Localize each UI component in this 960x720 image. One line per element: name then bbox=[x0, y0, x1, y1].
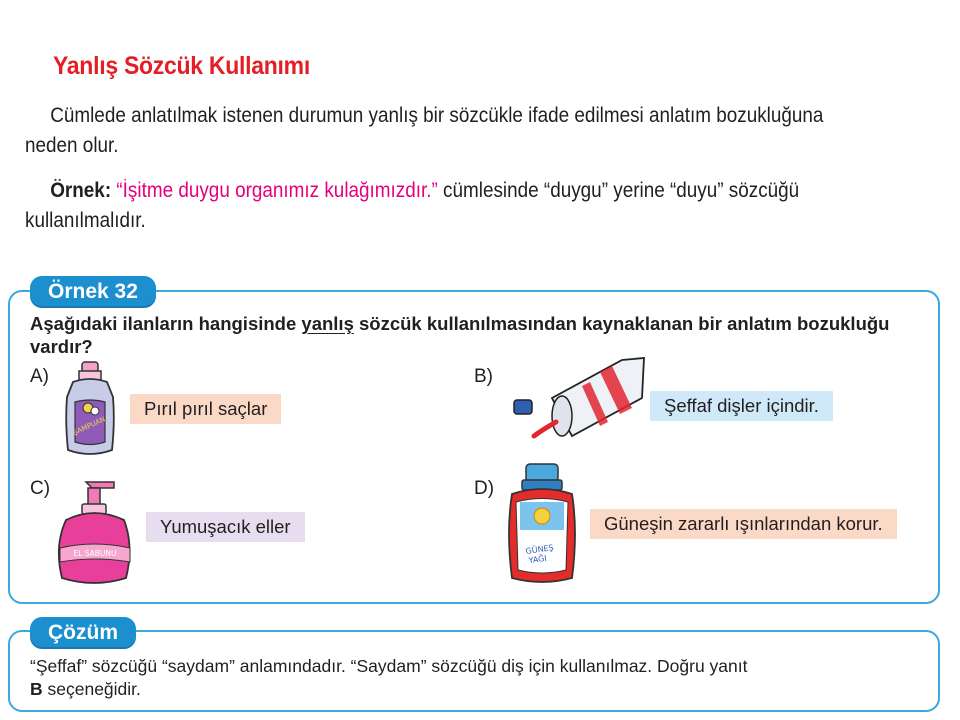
option-a-letter: A) bbox=[30, 366, 49, 387]
option-b-letter: B) bbox=[474, 366, 493, 387]
hand-soap-bottle-icon bbox=[52, 476, 140, 586]
option-d-letter: D) bbox=[474, 478, 495, 499]
example-line-2: kullanılmalıdır. bbox=[25, 209, 146, 232]
question-text bbox=[30, 312, 935, 358]
option-a-ad: Pırıl pırıl saçlar bbox=[130, 394, 281, 424]
solution-line-2: seçeneğidir. bbox=[42, 679, 141, 699]
toothpaste-tube-icon bbox=[512, 356, 652, 446]
shampoo-bottle-icon bbox=[55, 362, 125, 462]
example-rest: cümlesinde “duygu” yerine “duyu” sözcüğü bbox=[437, 179, 800, 202]
question-part-2: sözcük kullanılmasından kaynaklanan bir anlatım bozukluğu vardır? bbox=[30, 313, 890, 357]
option-d-ad: Güneşin zararlı ışınlarından korur. bbox=[590, 509, 897, 539]
soap-label: EL SABUNU bbox=[73, 549, 117, 558]
solution-line-1: “Şeffaf” sözcüğü “saydam” anlamındadır. “Saydam” sözcüğü diş için kullanılmaz. Doğru yanıt bbox=[30, 656, 748, 676]
intro-paragraph bbox=[25, 101, 826, 161]
intro-line-2: neden olur. bbox=[25, 134, 119, 157]
sunscreen-label-2: YAĞI bbox=[528, 553, 548, 566]
intro-line-1: Cümlede anlatılmak istenen durumun yanlış bir sözcükle ifade edilmesi anlatım bozukluğuna bbox=[50, 104, 824, 127]
question-part-1: Aşağıdaki ilanların hangisinde bbox=[30, 313, 302, 334]
page-title: Yanlış Sözcük Kullanımı bbox=[53, 52, 310, 80]
option-c-letter: C) bbox=[30, 478, 51, 499]
example-label: Örnek: bbox=[50, 179, 112, 202]
shampoo-label: ŞAMPUAN bbox=[71, 415, 107, 438]
sunscreen-label-1: GÜNEŞ bbox=[525, 543, 555, 556]
solution-tab: Çözüm bbox=[30, 617, 136, 649]
option-b-ad: Şeffaf dişler içindir. bbox=[650, 391, 833, 421]
solution-answer: B bbox=[30, 679, 43, 699]
example-quote: “İşitme duygu organımız kulağımızdır.” bbox=[116, 179, 438, 202]
solution-text bbox=[30, 655, 935, 701]
example-paragraph bbox=[25, 176, 826, 236]
question-underlined-word: yanlış bbox=[301, 313, 354, 334]
option-c-ad: Yumuşacık eller bbox=[146, 512, 305, 542]
question-tab: Örnek 32 bbox=[30, 276, 156, 308]
sunscreen-bottle-icon bbox=[502, 462, 582, 586]
